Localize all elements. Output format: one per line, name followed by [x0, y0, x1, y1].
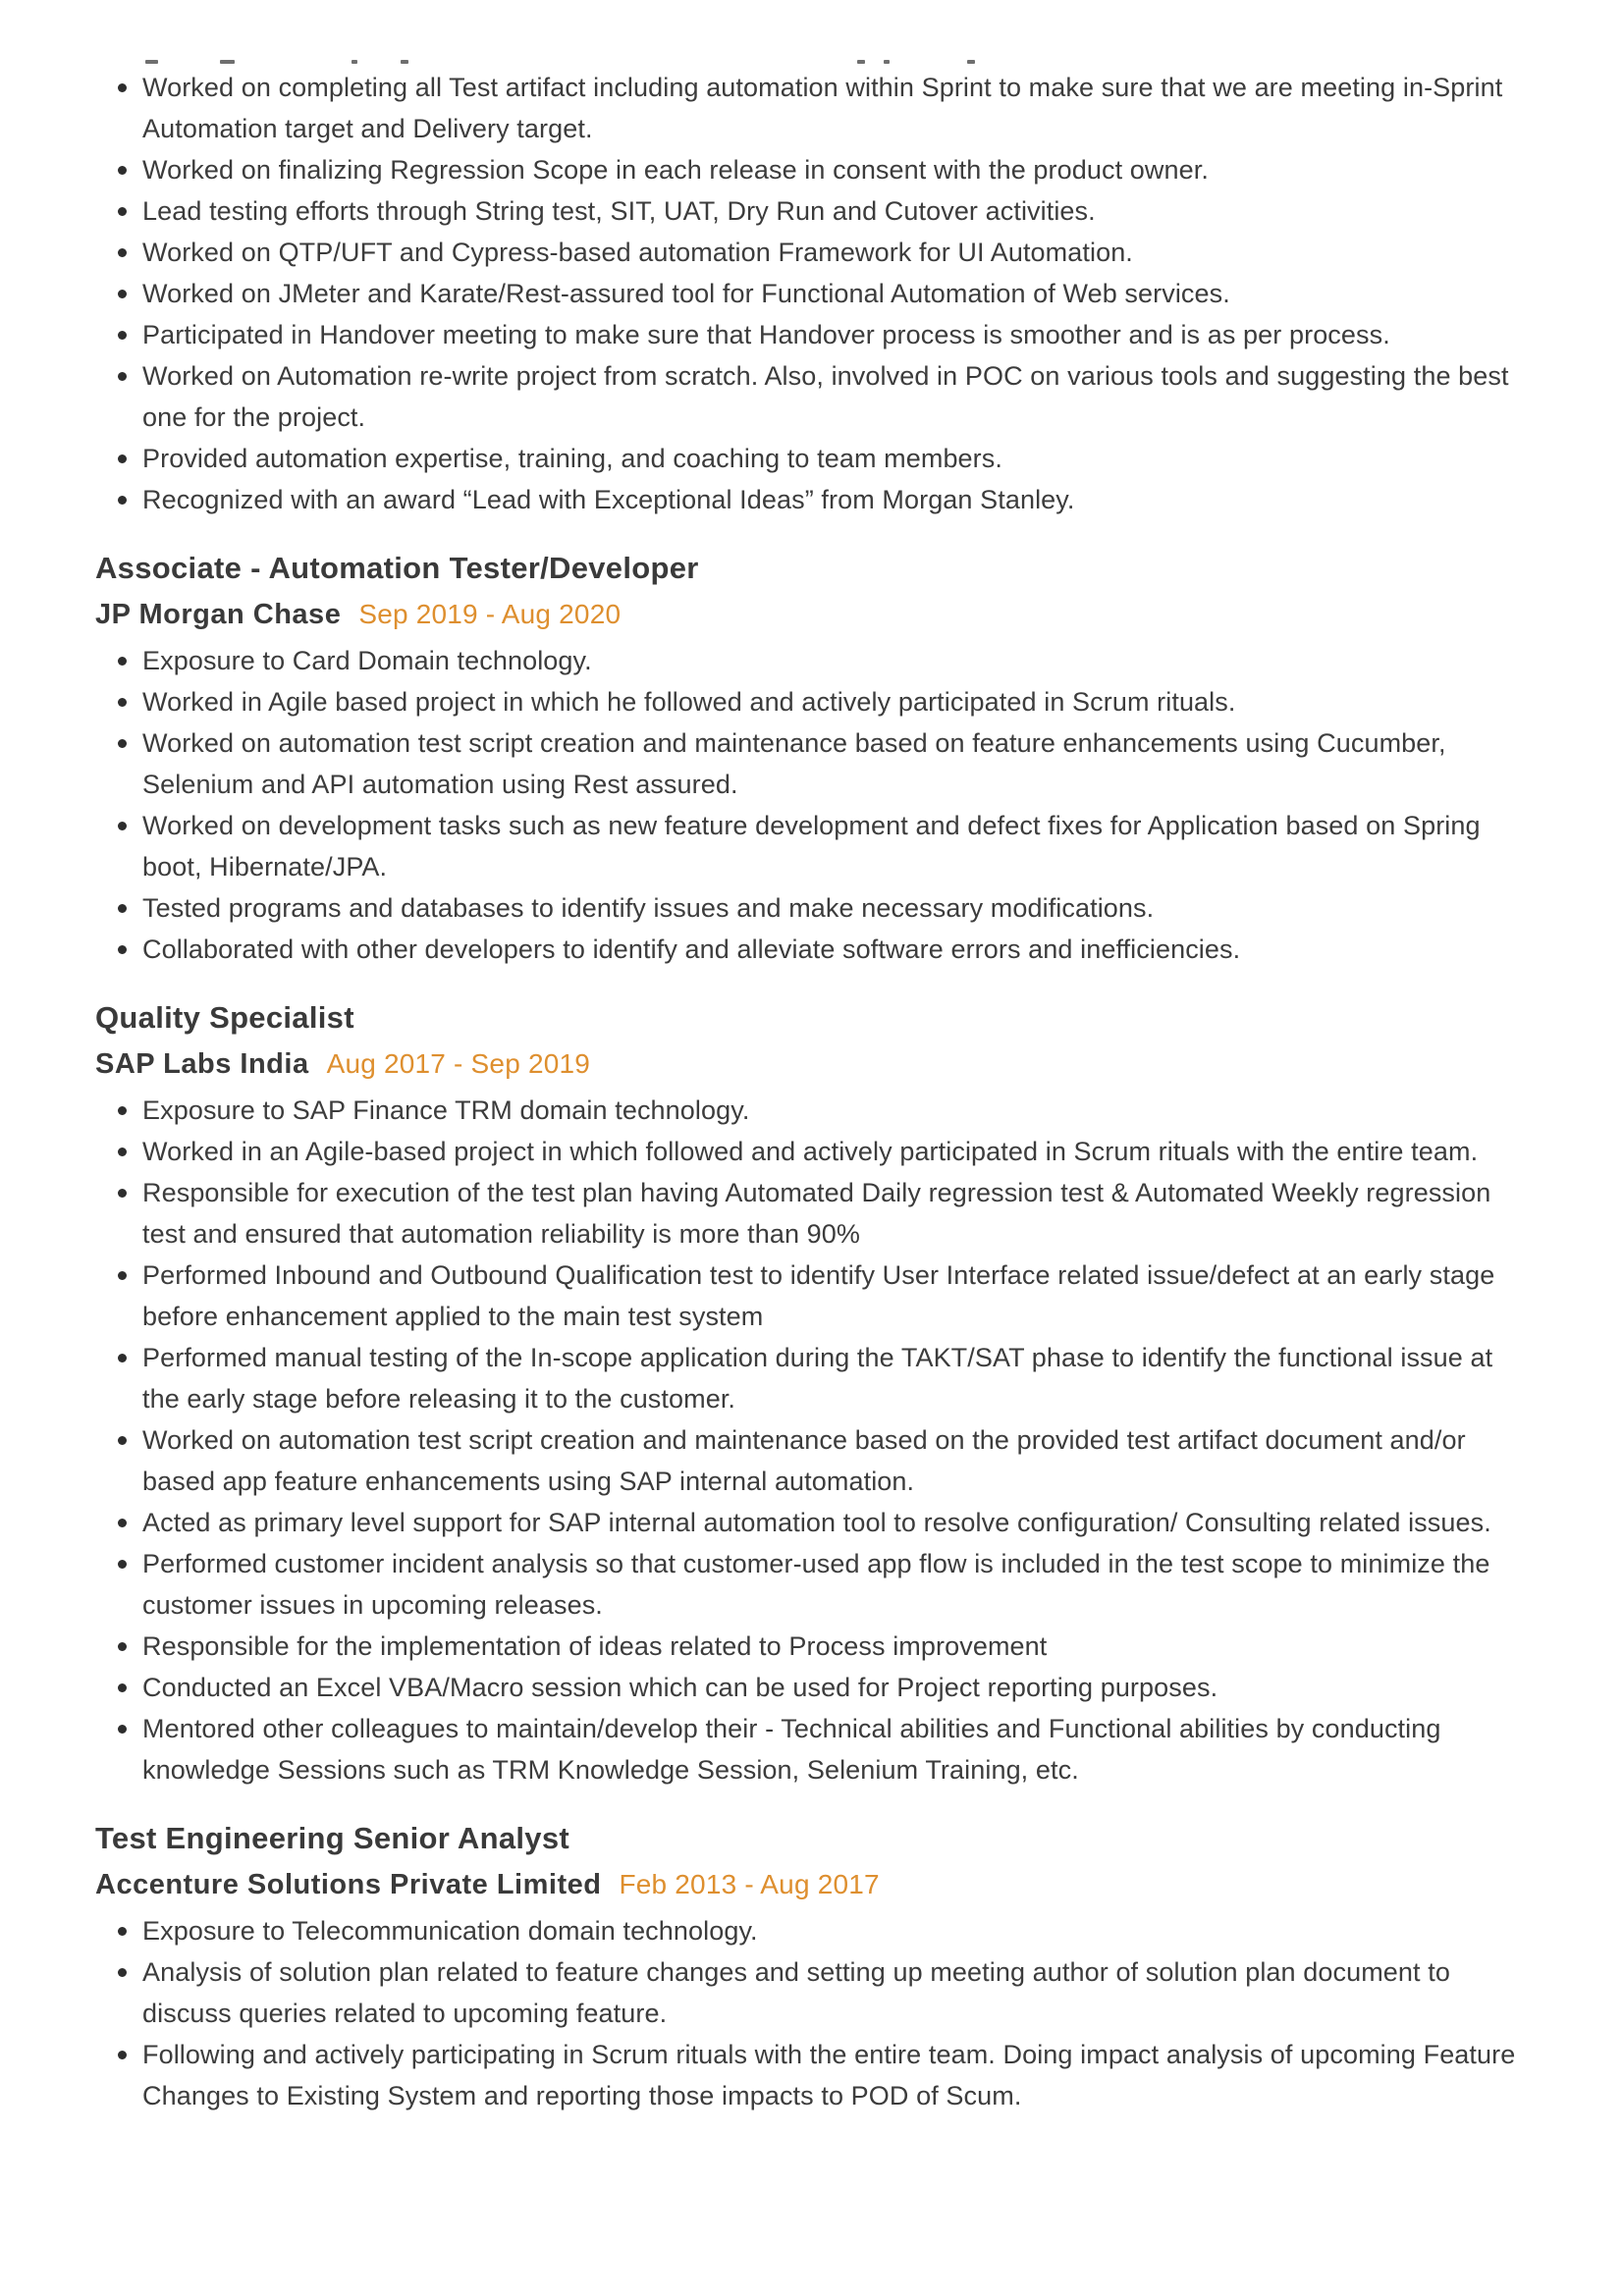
bullet-item: Exposure to Card Domain technology. [142, 640, 1532, 681]
job-title: Quality Specialist [95, 1000, 354, 1035]
company-name: Accenture Solutions Private Limited [95, 1869, 602, 1900]
bullet-item: Responsible for the implementation of ideas related to Process improvement [142, 1626, 1532, 1667]
bullet-list [95, 1910, 1532, 2116]
employment-dates: Sep 2019 - Aug 2020 [358, 599, 622, 629]
experience-content [95, 0, 1532, 2116]
bullet-item: Analysis of solution plan related to feature changes and setting up meeting author of solution plan document to discuss queries related to upcoming feature. [142, 1951, 1532, 2034]
bullet-list [95, 640, 1532, 970]
bullet-item: Collaborated with other developers to identify and alleviate software errors and inefficiencies. [142, 929, 1532, 970]
company-line [95, 1044, 1532, 1084]
employment-dates: Feb 2013 - Aug 2017 [619, 1869, 880, 1899]
bullet-item: Worked on Automation re-write project from scratch. Also, involved in POC on various tools and suggesting the best one for the project. [142, 355, 1532, 438]
bullet-item: Worked on finalizing Regression Scope in each release in consent with the product owner. [142, 149, 1532, 190]
bullet-item: Acted as primary level support for SAP internal automation tool to resolve configuration/ Consulting related issues. [142, 1502, 1532, 1543]
bullet-item: Performed customer incident analysis so that customer-used app flow is included in the test scope to minimize the customer issues in upcoming releases. [142, 1543, 1532, 1626]
job-title: Associate - Automation Tester/Developer [95, 551, 699, 585]
bullet-item: Worked on QTP/UFT and Cypress-based automation Framework for UI Automation. [142, 232, 1532, 273]
company-name: JP Morgan Chase [95, 599, 342, 630]
bullet-item: Following and actively participating in Scrum rituals with the entire team. Doing impact analysis of upcoming Feature Changes to Existing System and reporting those impacts to POD of Scum. [142, 2034, 1532, 2116]
experience-section [95, 999, 1532, 1790]
bullet-item: Performed manual testing of the In-scope application during the TAKT/SAT phase to identify the functional issue at the early stage before releasing it to the customer. [142, 1337, 1532, 1419]
bullet-item: Exposure to SAP Finance TRM domain technology. [142, 1090, 1532, 1131]
company-line [95, 595, 1532, 634]
experience-section [95, 67, 1532, 520]
bullet-item: Worked on completing all Test artifact including automation within Sprint to make sure that we are meeting in-Sprint Automation target and Delivery target. [142, 67, 1532, 149]
bullet-item: Recognized with an award “Lead with Exceptional Ideas” from Morgan Stanley. [142, 479, 1532, 520]
bullet-list [95, 67, 1532, 520]
company-name: SAP Labs India [95, 1048, 309, 1080]
bullet-item: Performed Inbound and Outbound Qualification test to identify User Interface related issue/defect at an early stage before enhancement applied to the main test system [142, 1255, 1532, 1337]
bullet-item: Lead testing efforts through String test, SIT, UAT, Dry Run and Cutover activities. [142, 190, 1532, 232]
bullet-item: Mentored other colleagues to maintain/develop their - Technical abilities and Functional abilities by conducting knowledge Sessions such as TRM Knowledge Session, Selenium Training, etc. [142, 1708, 1532, 1790]
bullet-item: Exposure to Telecommunication domain technology. [142, 1910, 1532, 1951]
experience-section [95, 550, 1532, 970]
employment-dates: Aug 2017 - Sep 2019 [326, 1048, 591, 1079]
bullet-item: Worked on automation test script creation and maintenance based on feature enhancements using Cucumber, Selenium and API automation using Rest assured. [142, 722, 1532, 805]
bullet-item: Responsible for execution of the test plan having Automated Daily regression test & Automated Weekly regression test and ensured that automation reliability is more than 90% [142, 1172, 1532, 1255]
job-title: Test Engineering Senior Analyst [95, 1821, 570, 1855]
experience-section [95, 1820, 1532, 2116]
bullet-item: Worked in an Agile-based project in which followed and actively participated in Scrum rituals with the entire team. [142, 1131, 1532, 1172]
bullet-list [95, 1090, 1532, 1790]
bullet-item: Worked in Agile based project in which he followed and actively participated in Scrum rituals. [142, 681, 1532, 722]
bullet-item: Tested programs and databases to identify issues and make necessary modifications. [142, 887, 1532, 929]
bullet-item: Worked on automation test script creation and maintenance based on the provided test artifact document and/or based app feature enhancements using SAP internal automation. [142, 1419, 1532, 1502]
bullet-item: Provided automation expertise, training, and coaching to team members. [142, 438, 1532, 479]
company-line [95, 1865, 1532, 1904]
bullet-item: Participated in Handover meeting to make sure that Handover process is smoother and is as per process. [142, 314, 1532, 355]
bullet-item: Worked on development tasks such as new feature development and defect fixes for Application based on Spring boot, Hibernate/JPA. [142, 805, 1532, 887]
bullet-item: Conducted an Excel VBA/Macro session which can be used for Project reporting purposes. [142, 1667, 1532, 1708]
bullet-item: Worked on JMeter and Karate/Rest-assured tool for Functional Automation of Web services. [142, 273, 1532, 314]
